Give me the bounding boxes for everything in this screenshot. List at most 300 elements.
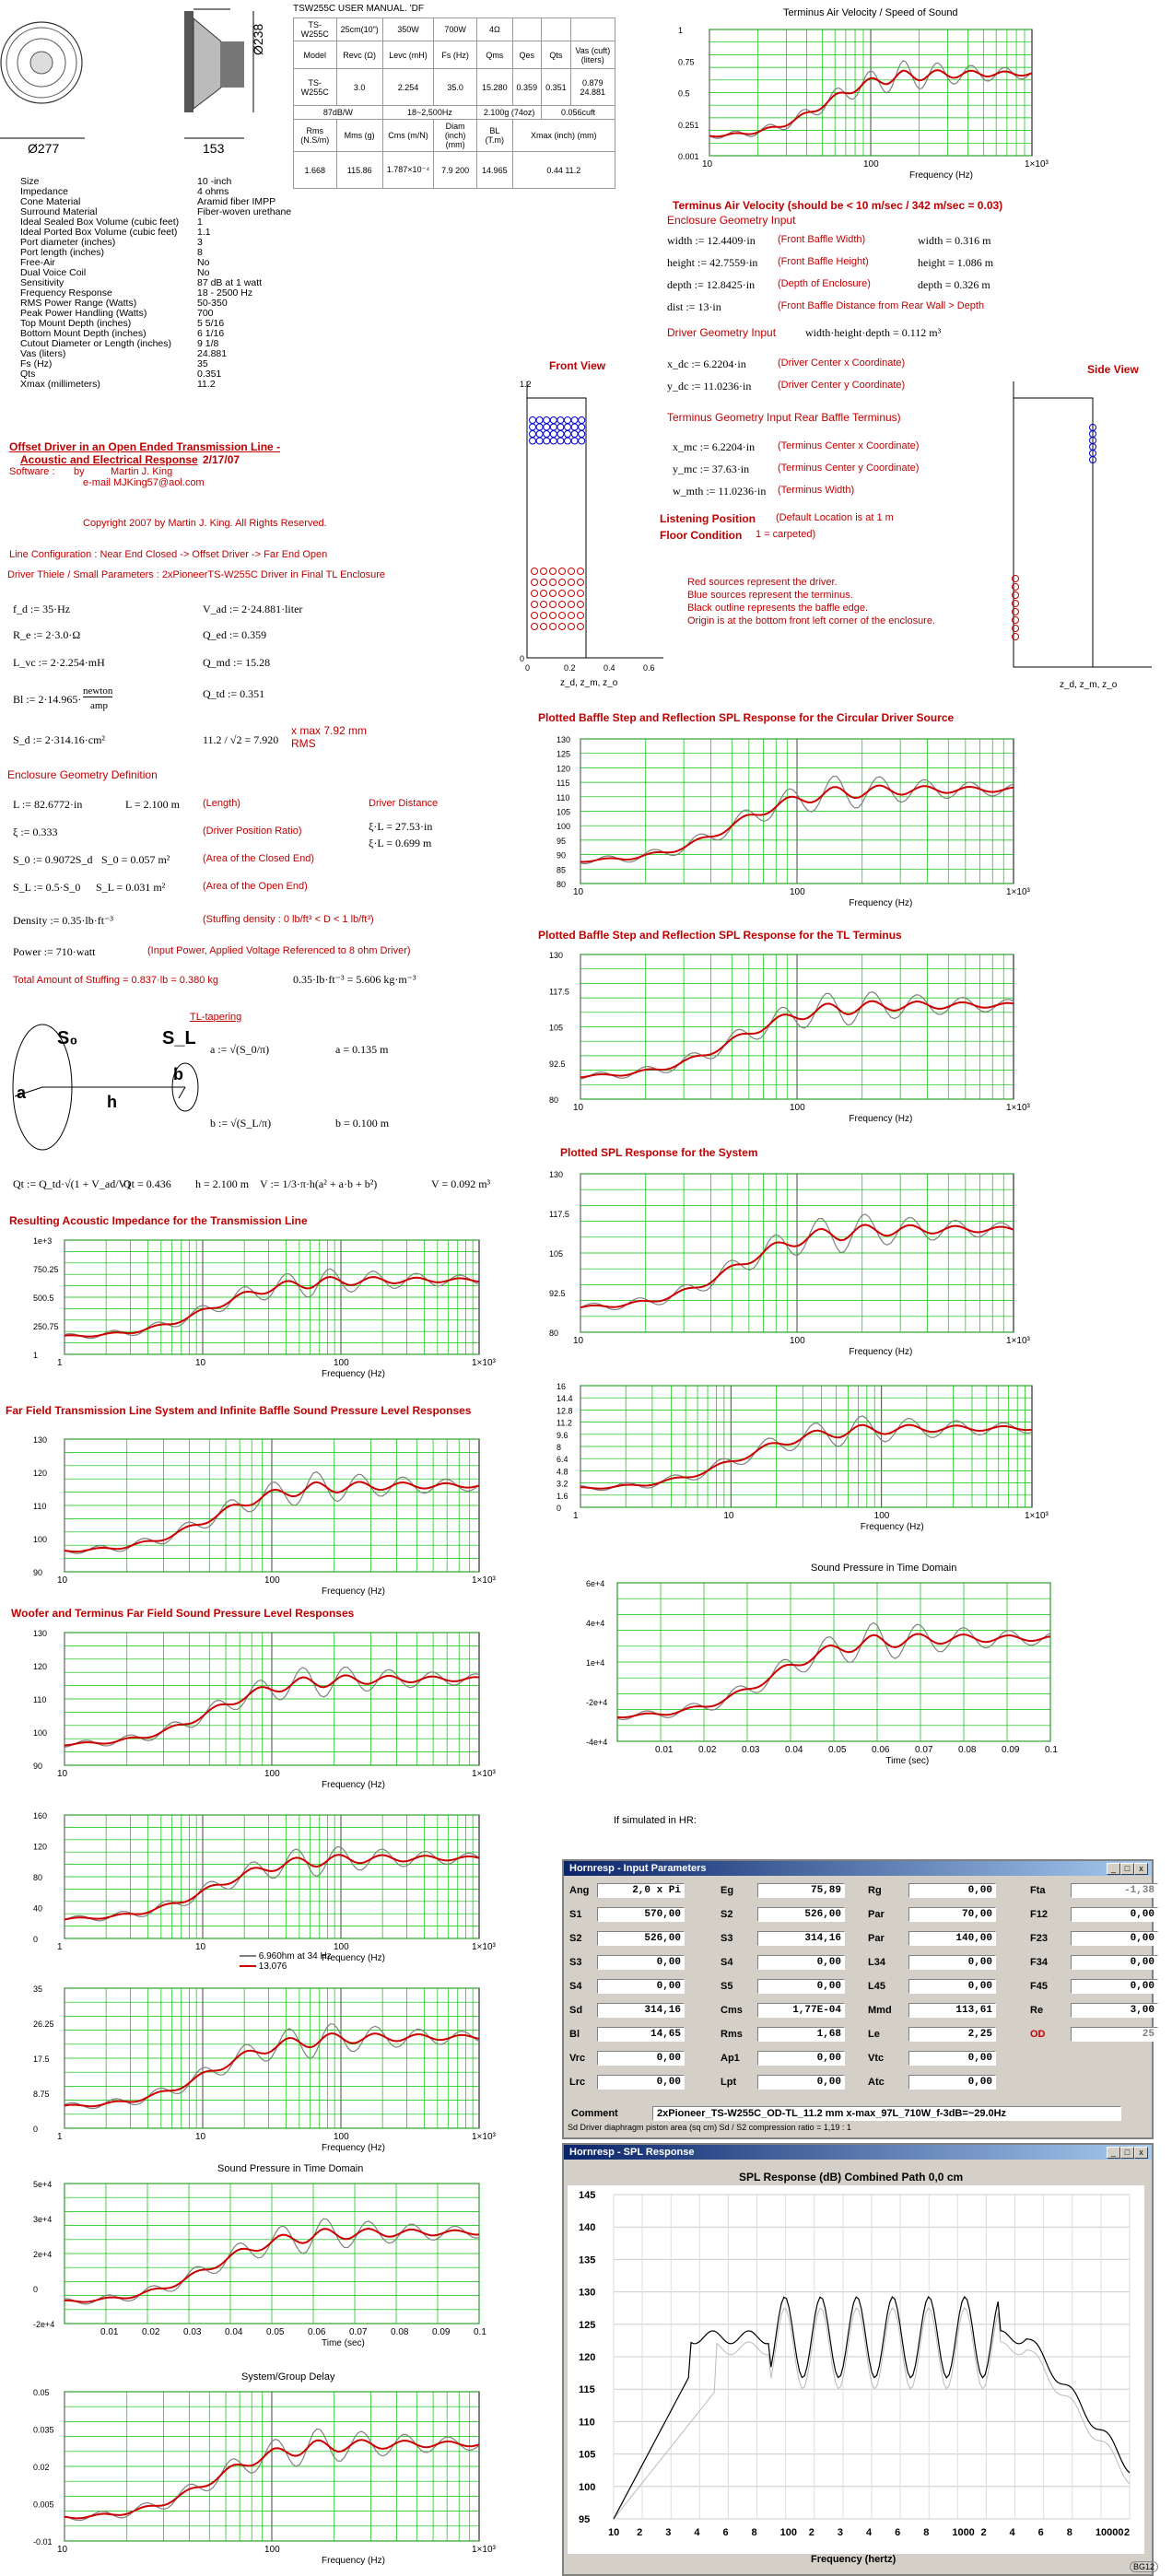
source-marker [578, 591, 584, 597]
hr-field[interactable]: 1,68 [757, 2027, 845, 2042]
x-axis-label: Time (sec) [322, 2338, 365, 2348]
eq-depth: depth := 12.8425·in [667, 278, 756, 291]
far-field-chart [0, 1428, 516, 1605]
tick-label: 105 [549, 1023, 564, 1033]
hr-field[interactable]: 0,00 [757, 1979, 845, 1994]
spec-cell: Cms (m/N) [382, 120, 433, 152]
minimize-button[interactable]: _ [1107, 1863, 1120, 1875]
driver-drawing [0, 0, 286, 161]
eq-lvc: L_vc := 2·2.254·mH [13, 656, 105, 669]
tick-label: 1 [57, 1358, 63, 1368]
tick-label: 125 [557, 749, 571, 759]
spec-key: Surround Material [20, 206, 98, 217]
baffle-driver-title: Plotted Baffle Step and Reflection SPL Response for the Circular Driver Source [538, 711, 955, 724]
hr-label: S2 [569, 1933, 582, 1944]
tick-label: 3 [837, 2527, 844, 2538]
spec-key: Vas (liters) [20, 348, 66, 359]
source-marker [530, 438, 536, 444]
chart-svg [0, 1229, 516, 1388]
doc-copyright: Copyright 2007 by Martin J. King. All Rights Reserved. [83, 518, 327, 529]
eq-b-val: b = 0.100 m [335, 1117, 390, 1130]
hr-label: Par [868, 1933, 885, 1944]
tick-label: 1×10³ [1025, 159, 1049, 170]
tick-label: 130 [549, 1170, 564, 1179]
xi-note: (Driver Position Ratio) [203, 825, 302, 837]
eq-vas: V_ad := 2·24.881·liter [203, 603, 303, 615]
source-marker [544, 417, 550, 424]
tick-label: -4e+4 [586, 1738, 608, 1747]
tick-label: 100 [33, 1728, 48, 1738]
source-marker [579, 417, 585, 424]
eq-xiL2: ξ·L = 0.699 m [369, 837, 432, 849]
tick-label: 250.75 [33, 1322, 59, 1331]
impedance-ohms-chart-2 [0, 1804, 516, 1972]
tick-label: 1×10³ [472, 1358, 496, 1368]
spec-cell: 35.0 [434, 69, 477, 106]
spec-key: Port diameter (inches) [20, 237, 116, 248]
hr-field[interactable]: 140,00 [908, 1931, 996, 1946]
tick-label: 135 [579, 2254, 596, 2266]
hr-field[interactable]: 314,16 [757, 1931, 845, 1946]
velocity-warning: Terminus Air Velocity (should be < 10 m/sec / 342 m/sec = 0.03) [673, 199, 1003, 212]
eq-ymc: y_mc := 37.63·in [673, 463, 750, 475]
hr-label: Re [1030, 2005, 1044, 2016]
width-note: (Front Baffle Width) [778, 234, 866, 245]
x-axis-label: Frequency (Hz) [860, 1522, 924, 1532]
tick-label: 10 [195, 2132, 206, 2142]
doc-date: 2/17/07 [203, 453, 240, 466]
spec-value: No [197, 267, 210, 278]
chart-svg [0, 1977, 516, 2161]
spec-cell: Xmax (inch) (mm) [512, 120, 615, 152]
status-bar: Sd Driver diaphragm piston area (sq cm) Sd / S2 compression ratio = 1,19 : 1 [568, 2123, 851, 2132]
tick-label: 0.06 [308, 2327, 326, 2337]
tick-label: 0.001 [678, 152, 699, 161]
tick-label: 6 [722, 2527, 729, 2538]
tick-label: 100 [873, 1511, 890, 1521]
source-marker [565, 424, 571, 430]
tick-label: 4 [866, 2527, 873, 2538]
source-marker [557, 431, 564, 438]
spec-value: 35 [197, 358, 208, 369]
tick-label: 16 [557, 1382, 567, 1391]
hornresp-spl-chart [568, 2185, 1144, 2554]
source-marker [571, 431, 578, 438]
source-marker [550, 424, 557, 430]
source-marker [530, 431, 536, 438]
tick-label: 0.05 [266, 2327, 285, 2337]
hr-field[interactable]: 25 [1071, 2027, 1158, 2042]
tick-label: 1 [33, 1351, 39, 1360]
source-marker [532, 591, 538, 597]
source-marker [571, 417, 578, 424]
tick-label: 1×10³ [472, 2132, 496, 2142]
hr-field[interactable]: 75,89 [757, 1883, 845, 1898]
floor-note: 1 = carpeted) [756, 529, 816, 540]
source-marker [568, 568, 575, 575]
system-chart [516, 1163, 1050, 1365]
tick-label: 125 [579, 2319, 596, 2331]
hr-field[interactable]: 0,00 [597, 2051, 685, 2066]
tick-label: 100 [334, 1358, 349, 1368]
source-marker [550, 602, 557, 608]
xdc-note: (Driver Center x Coordinate) [778, 357, 906, 369]
eq-qmd: Q_md := 15.28 [203, 656, 271, 669]
spec-cell: Vas (cuft) (liters) [570, 41, 615, 69]
spec-key: Peak Power Handling (Watts) [20, 308, 147, 319]
chart-svg [0, 2172, 516, 2357]
hr-label: Rms [721, 2029, 743, 2040]
tick-label: 140 [579, 2222, 596, 2234]
spec-key: Free-Air [20, 257, 55, 268]
tick-label: 105 [557, 807, 571, 817]
hr-field[interactable]: 0,00 [757, 2075, 845, 2090]
tick-label: 120 [579, 2352, 596, 2363]
tick-label: 110 [33, 1502, 47, 1511]
tick-label: 40 [33, 1903, 43, 1914]
spec-row [20, 349, 297, 359]
tick-label: 100 [264, 1575, 280, 1586]
hr-field[interactable]: 0,00 [1071, 1979, 1158, 1994]
hr-label: Vrc [569, 2053, 586, 2064]
tick-label: 6e+4 [586, 1579, 605, 1588]
driver-drawing-svg [0, 0, 286, 161]
hr-field[interactable]: 0,00 [908, 2075, 996, 2090]
source-marker [578, 613, 584, 619]
driver-distance: Driver Distance [369, 798, 439, 809]
hr-field[interactable]: 2,0 x Pi [597, 1883, 685, 1898]
listen-title: Listening Position [660, 512, 756, 525]
hr-field[interactable]: 113,61 [908, 2003, 996, 2018]
spec-cell: Rms (N.S/m) [294, 120, 337, 152]
xmax-note: x max 7.92 mm [291, 724, 368, 737]
source-marker [559, 602, 566, 608]
hr-field[interactable]: -1,38 [1071, 1883, 1158, 1898]
source-marker [550, 613, 557, 619]
hr-label: Cms [721, 2005, 743, 2016]
tick-label: 10 [573, 1103, 584, 1113]
minimize-button[interactable]: _ [1107, 2147, 1120, 2159]
driver-params-title: Driver Thiele / Small Parameters : 2xPioneerTS-W255C Driver in Final TL Enclosure [7, 569, 385, 580]
tick-label: 500.5 [33, 1294, 54, 1303]
tick-label: 130 [579, 2287, 596, 2299]
hornresp-input-titlebar [564, 1861, 1152, 1876]
hr-field[interactable]: 70,00 [908, 1907, 996, 1922]
source-marker [541, 580, 547, 586]
spec-key: Size [20, 176, 40, 187]
eq-a-val: a = 0.135 m [335, 1043, 389, 1056]
system-title: Plotted SPL Response for the System [560, 1146, 758, 1159]
doc-email: e-mail MJKing57@aol.com [83, 477, 205, 488]
eq-xmax: 11.2 / √2 = 7.920 [203, 733, 279, 746]
tick-label: 8 [1066, 2527, 1072, 2538]
baffle-tl-chart [516, 943, 1050, 1132]
x-axis-label: Frequency (Hz) [322, 1953, 385, 1963]
legend-label-1: 6.960hm at 34 Hz [258, 1951, 332, 1961]
s0-note: (Area of the Closed End) [203, 853, 315, 864]
source-marker [550, 438, 557, 444]
tick-label: 10 [573, 887, 584, 897]
source-marker [565, 417, 571, 424]
source-marker [541, 613, 547, 619]
impedance-chart [0, 1229, 516, 1388]
hr-field[interactable]: 0,00 [908, 1883, 996, 1898]
hr-field[interactable]: 0,00 [757, 2051, 845, 2066]
hr-field[interactable]: 0,00 [597, 1955, 685, 1970]
tick-label: 9.6 [557, 1430, 568, 1440]
tick-label: 100 [33, 1535, 48, 1544]
spec-value: 9 1/8 [197, 338, 219, 349]
spec-value: 0.351 [197, 369, 222, 380]
spec-cell: BL (T.m) [477, 120, 512, 152]
source-marker [532, 568, 538, 575]
doc-software: Software : [9, 466, 55, 477]
maximize-button[interactable]: □ [1120, 1863, 1134, 1875]
spec-key: Port length (inches) [20, 247, 105, 258]
depth-note: (Depth of Enclosure) [778, 278, 871, 289]
tick-label: 6 [895, 2527, 901, 2538]
hr-field[interactable]: 0,00 [1071, 1931, 1158, 1946]
source-marker [559, 613, 566, 619]
source-marker [532, 602, 538, 608]
spec-table [293, 18, 615, 189]
hr-label: Fta [1030, 1885, 1046, 1896]
close-button[interactable]: x [1134, 2147, 1148, 2159]
spec-cell: 350W [382, 18, 433, 41]
spec-value: 6 1/16 [197, 328, 225, 339]
eq-volume: width·height·depth = 0.112 m³ [805, 326, 942, 339]
svg-text:1.2: 1.2 [520, 380, 532, 389]
hr-field[interactable]: 14,65 [597, 2027, 685, 2042]
spec-value: 5 5/16 [197, 318, 225, 329]
tick-label: 1×10³ [1006, 887, 1030, 897]
hr-label: Lpt [721, 2077, 737, 2088]
tick-label: 10 [702, 159, 713, 170]
legend-line-1: Red sources represent the driver. [687, 577, 838, 588]
tick-label: 117.5 [549, 1210, 569, 1219]
tick-label: 100 [334, 2132, 349, 2142]
x-axis-label: Frequency (Hz) [849, 1114, 913, 1124]
close-button[interactable]: x [1134, 1863, 1148, 1875]
source-marker [559, 624, 566, 630]
source-marker [565, 431, 571, 438]
front-view-title: Front View [549, 359, 606, 372]
hr-field[interactable]: 0,00 [908, 1955, 996, 1970]
group-delay-chart [0, 2381, 516, 2574]
tick-label: 1×10³ [472, 1942, 496, 1952]
legend-label-2: 13.076 [258, 1961, 287, 1972]
tick-label: 0.07 [349, 2327, 368, 2337]
x-axis-label: Frequency (Hz) [909, 170, 973, 181]
tick-label: 110 [557, 792, 570, 802]
tick-label: 0.03 [742, 1745, 760, 1755]
dim-cutout: Ø238 [251, 23, 265, 55]
tick-label: 3e+4 [33, 2215, 53, 2224]
tick-label: 4.8 [557, 1467, 568, 1477]
hr-field[interactable]: 526,00 [597, 1931, 685, 1946]
x-axis-label: Frequency (Hz) [849, 1347, 913, 1357]
spec-key: Fs (Hz) [20, 358, 53, 369]
tick-label: 8.75 [33, 2090, 50, 2099]
spec-value: 3 [197, 237, 203, 248]
spec-value: 18 - 2500 Hz [197, 287, 253, 299]
maximize-button[interactable]: □ [1120, 2147, 1134, 2159]
tick-label: 1×10³ [472, 2545, 496, 2555]
spec-cell: 0.879 24.881 [570, 69, 615, 106]
tick-label: 1e+3 [33, 1236, 53, 1246]
spec-key: Frequency Response [20, 287, 112, 299]
comment-field[interactable]: 2xPioneer_TS-W255C_OD-TL_11.2 mm x-max_97L_710W_f-3dB=~29.0Hz [652, 2106, 1121, 2121]
tick-label: 100 [790, 887, 805, 897]
tick-label: 0.5 [678, 88, 690, 99]
dim-depth: 153 [203, 141, 225, 156]
tick-label: 1 [573, 1511, 579, 1521]
source-marker [550, 624, 557, 630]
eq-s0b: S_0 = 0.057 m² [101, 853, 170, 866]
tick-label: 100 [334, 1942, 349, 1952]
spec-key: Cone Material [20, 196, 81, 207]
eq-ydc: y_dc := 11.0236·in [667, 380, 752, 392]
woofer-term-title: Woofer and Terminus Far Field Sound Pressure Level Responses [11, 1607, 355, 1620]
spec-value: Aramid fiber IMPP [197, 196, 276, 207]
tick-label: 145 [579, 2190, 596, 2201]
hornresp-spl-titlebar [564, 2145, 1152, 2160]
hr-label: Rg [868, 1885, 882, 1896]
eq-density: Density := 0.35·lb·ft⁻³ [13, 914, 114, 927]
eq-h-val: h = 2.100 m [195, 1177, 250, 1190]
source-marker [557, 417, 564, 424]
spec-value: No [197, 257, 210, 268]
tick-label: 10 [195, 1358, 206, 1368]
tick-label: 26.25 [33, 2020, 54, 2029]
tick-label: 0.09 [432, 2327, 451, 2337]
source-marker [568, 591, 575, 597]
hr-field[interactable]: 3,00 [1071, 2003, 1158, 2018]
side-view-svg [1004, 370, 1161, 702]
spec-sheet [293, 4, 615, 189]
tick-label: 17.5 [33, 2055, 50, 2064]
spec-cell: 15.280 [477, 69, 512, 106]
tick-label: 120 [557, 764, 571, 774]
eq-dist: dist := 13·in [667, 300, 721, 313]
chart-svg [516, 728, 1050, 917]
tick-label: 95 [557, 836, 567, 846]
tick-label: 35 [33, 1985, 43, 1994]
eq-sl: S_L := 0.5·S_0 [13, 881, 81, 894]
spec-key: Impedance [20, 186, 68, 197]
hr-field[interactable]: 0,00 [597, 2075, 685, 2090]
tick-label: 115 [579, 2384, 595, 2396]
spec-sheet-header: TSW255C USER MANUAL. 'DF [293, 4, 424, 14]
hr-label: F45 [1030, 1981, 1048, 1992]
tick-label: 100 [264, 2545, 280, 2555]
tick-label: 4e+4 [586, 1619, 605, 1628]
source-marker [559, 568, 566, 575]
front-view-axis: z_d, z_m, z_o [560, 678, 618, 688]
hr-field[interactable]: 0,00 [597, 1979, 685, 1994]
hr-label: S4 [569, 1981, 582, 1992]
tick-label: 120 [33, 1469, 48, 1478]
specs-list [20, 177, 297, 390]
hr-field[interactable]: 0,00 [908, 2051, 996, 2066]
source-marker [559, 591, 566, 597]
rms-deflection-chart [0, 1977, 516, 2161]
spec-key: Bottom Mount Depth (inches) [20, 328, 146, 339]
spec-cell: 18~2,500Hz [382, 106, 476, 120]
source-marker [544, 424, 550, 430]
spec-value: 700 [197, 308, 214, 319]
hr-field[interactable]: 314,16 [597, 2003, 685, 2018]
watermark [1130, 2561, 1158, 2572]
hr-field[interactable]: 0,00 [1071, 1955, 1158, 1970]
chart-svg [645, 18, 1069, 189]
stuffing2: 0.35·lb·ft⁻³ = 5.606 kg·m⁻³ [293, 973, 416, 986]
spec-value: 87 dB at 1 watt [197, 277, 263, 288]
source-marker [550, 431, 557, 438]
tick-label: 0.02 [142, 2327, 160, 2337]
source-marker [544, 438, 550, 444]
spec-cell: 0.351 [542, 69, 571, 106]
hr-plot-bg [568, 2185, 1144, 2554]
spec-cell: TS-W255C [294, 18, 337, 41]
source-marker [568, 613, 575, 619]
tick-label: 0.07 [915, 1745, 933, 1755]
side-view-title: Side View [1087, 363, 1139, 376]
hr-chart-title: SPL Response (dB) Combined Path 0,0 cm [739, 2171, 964, 2184]
hr-field[interactable]: 570,00 [597, 1907, 685, 1922]
source-marker [578, 580, 584, 586]
listen-note: (Default Location is at 1 m [776, 512, 894, 523]
hr-field[interactable]: 2,25 [908, 2027, 996, 2042]
source-marker [578, 624, 584, 630]
eq-qt: Qt := Q_td·√(1 + V_ad/V) [13, 1177, 131, 1190]
tick-label: 100 [863, 159, 879, 170]
tick-label: 0.005 [33, 2500, 54, 2510]
eq-a: a := √(S_0/π) [210, 1043, 270, 1056]
tick-label: 1×10³ [1006, 1336, 1030, 1346]
tick-label: 10000 [1095, 2527, 1124, 2538]
x-axis-label: Frequency (Hz) [322, 2143, 385, 2153]
term-geo-title: Terminus Geometry Input Rear Baffle Terminus) [667, 411, 901, 424]
spec-cell: Qms [477, 41, 512, 69]
source-marker [550, 568, 557, 575]
hr-xlabel: Frequency (hertz) [811, 2554, 897, 2565]
height-note: (Front Baffle Height) [778, 256, 869, 267]
hr-field[interactable]: 526,00 [757, 1907, 845, 1922]
hr-field[interactable]: 1,77E-04 [757, 2003, 845, 2018]
x-axis-label: Time (sec) [885, 1756, 930, 1766]
baffle-tl-title: Plotted Baffle Step and Reflection SPL Response for the TL Terminus [538, 929, 902, 942]
tick-label: 10 [57, 1769, 68, 1779]
hr-field[interactable]: 0,00 [908, 1979, 996, 1994]
source-marker [541, 602, 547, 608]
eq-v-val: V = 0.092 m³ [431, 1177, 491, 1190]
spec-key: Ideal Sealed Box Volume (cubic feet) [20, 217, 180, 228]
spt-left-chart [0, 2172, 516, 2357]
hr-field[interactable]: 0,00 [757, 1955, 845, 1970]
eq-qt-val: Qt = 0.436 [123, 1177, 171, 1190]
line-config: Line Configuration : Near End Closed -> Offset Driver -> Far End Open [9, 549, 328, 560]
source-marker [541, 624, 547, 630]
x-axis-label: Frequency (Hz) [849, 898, 913, 908]
side-view-axis: z_d, z_m, z_o [1060, 680, 1118, 690]
tick-label: 1 [678, 26, 684, 35]
tick-label: 0.08 [391, 2327, 409, 2337]
eq-height: height := 42.7559·in [667, 256, 758, 269]
tick-label: 0.01 [100, 2327, 119, 2337]
source-marker [530, 417, 536, 424]
hr-field[interactable]: 0,00 [1071, 1907, 1158, 1922]
